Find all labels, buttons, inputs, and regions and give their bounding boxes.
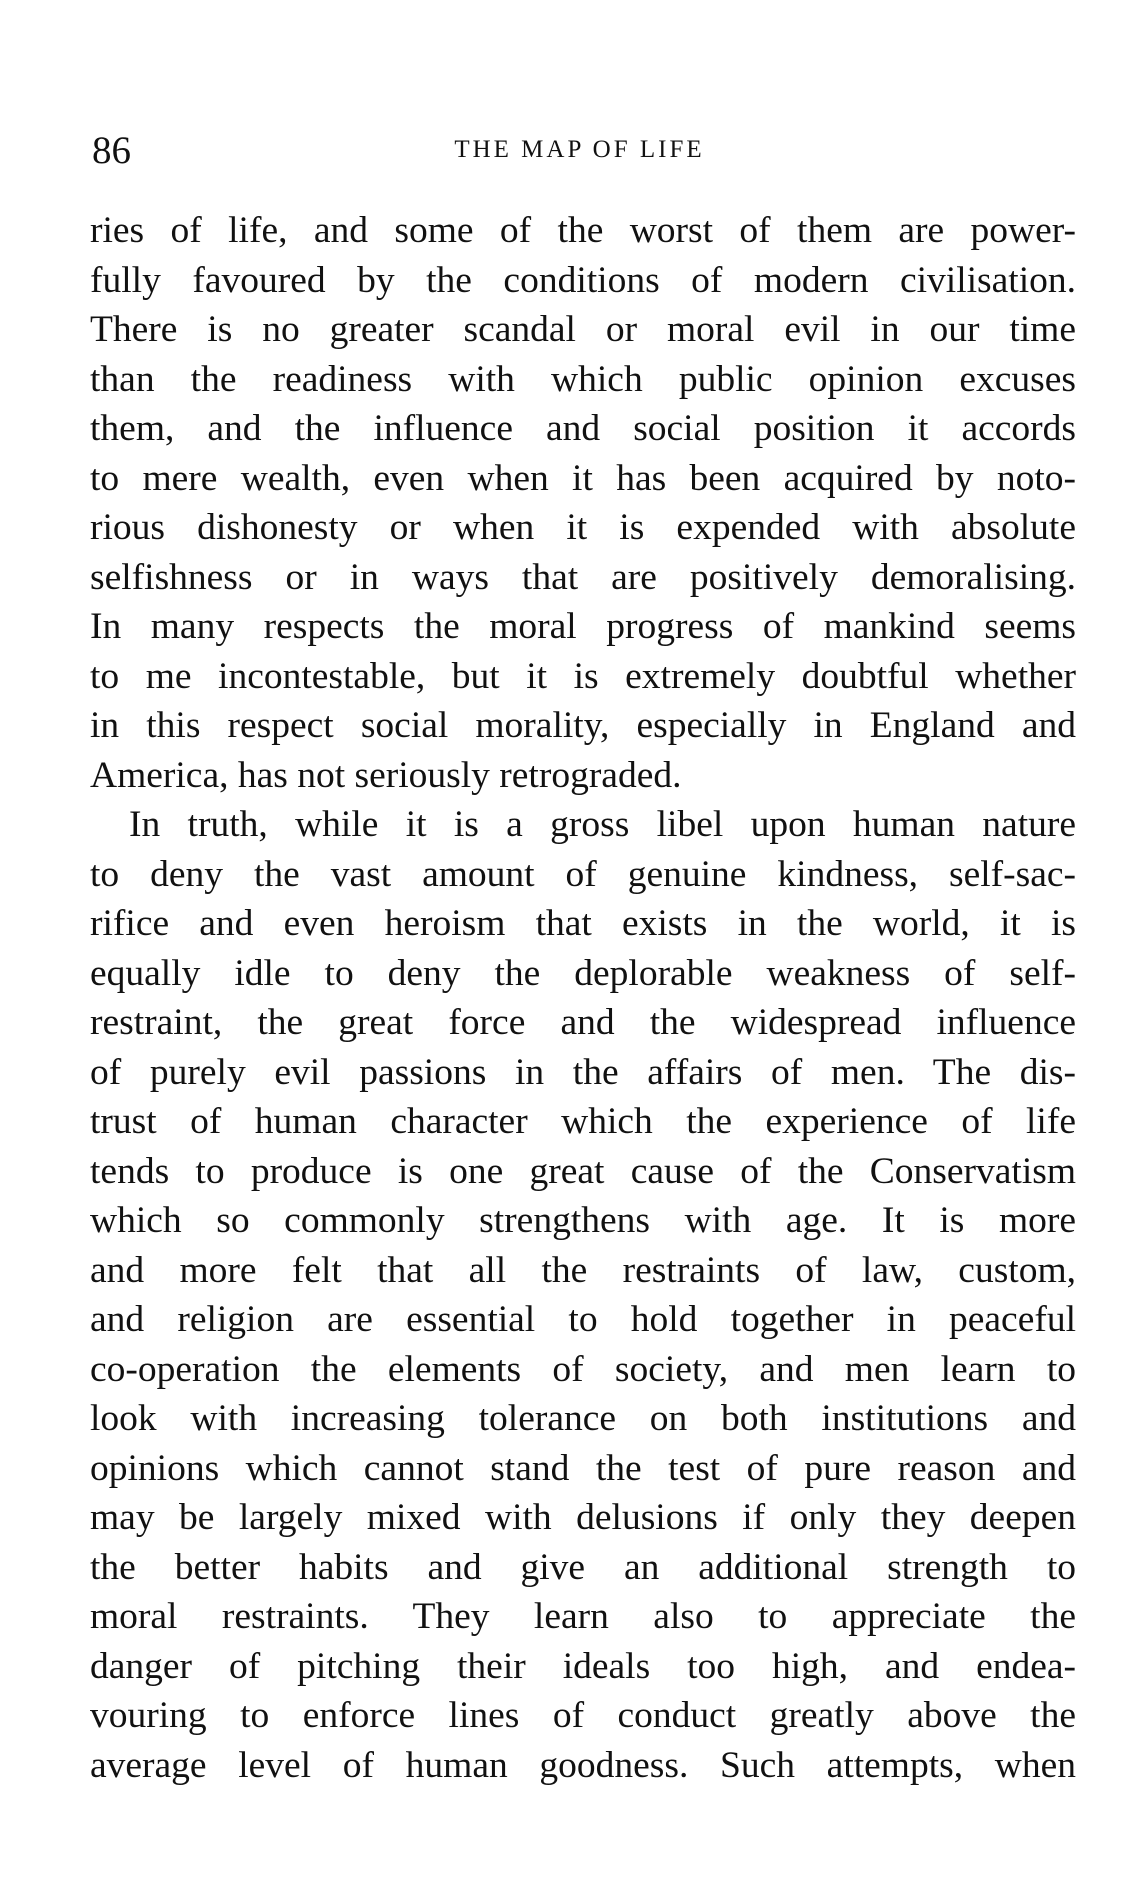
- text-line: In truth, while it is a gross libel upon human nature: [129, 804, 1076, 845]
- text-line: rious dishonesty or when it is expended with absolute: [90, 507, 1076, 548]
- paragraph-2: [90, 800, 1076, 1790]
- text-line: than the readiness with which public opinion excuses: [90, 358, 1076, 400]
- text-line: moral restraints. They learn also to appreciate the: [90, 1596, 1076, 1637]
- text-line: fully favoured by the conditions of modern civilisation.: [90, 259, 1076, 301]
- text-line: average level of human goodness. Such attempts, when: [90, 1744, 1076, 1786]
- text-line: vouring to enforce lines of conduct greatly above the: [90, 1695, 1076, 1736]
- text-line: look with increasing tolerance on both institutions and: [90, 1398, 1076, 1439]
- text-line: trust of human character which the experience of life: [90, 1101, 1076, 1142]
- text-line: restraint, the great force and the widespread influence: [90, 1002, 1076, 1043]
- text-line: rifice and even heroism that exists in the world, it is: [90, 903, 1076, 944]
- running-title: THE MAP OF LIFE: [454, 136, 705, 163]
- text-line: of purely evil passions in the affairs of men. The dis-: [90, 1051, 1076, 1093]
- text-line: ries of life, and some of the worst of them are power-: [90, 210, 1076, 251]
- text-line: and religion are essential to hold together in peaceful: [90, 1299, 1076, 1340]
- text-line: may be largely mixed with delusions if only they deepen: [90, 1497, 1076, 1538]
- text-line: them, and the influence and social position it accords: [90, 408, 1076, 449]
- text-line: danger of pitching their ideals too high, and endea-: [90, 1645, 1076, 1687]
- text-line: to me incontestable, but it is extremely doubtful whether: [90, 655, 1076, 697]
- text-line: selfishness or in ways that are positively demoralising.: [90, 556, 1076, 598]
- page-number: 86: [92, 129, 131, 172]
- text-line: There is no greater scandal or moral evil in our time: [90, 309, 1076, 350]
- text-line: opinions which cannot stand the test of pure reason and: [90, 1447, 1076, 1489]
- running-head: [92, 126, 1067, 176]
- body-text: [90, 206, 1076, 1790]
- text-line: to deny the vast amount of genuine kindness, self-sac-: [90, 853, 1076, 895]
- text-line: In many respects the moral progress of mankind seems: [90, 606, 1076, 647]
- text-line: co-operation the elements of society, and men learn to: [90, 1348, 1076, 1390]
- text-line: tends to produce is one great cause of the Conservatism: [90, 1150, 1076, 1192]
- text-line: the better habits and give an additional strength to: [90, 1546, 1076, 1588]
- paragraph-1: [90, 206, 1076, 800]
- text-line: and more felt that all the restraints of law, custom,: [90, 1249, 1076, 1291]
- text-line: in this respect social morality, especially in England and: [90, 705, 1076, 746]
- text-line: equally idle to deny the deplorable weakness of self-: [90, 952, 1076, 994]
- text-line: to mere wealth, even when it has been acquired by noto-: [90, 457, 1076, 499]
- text-line: America, has not seriously retrograded.: [90, 754, 682, 796]
- text-line: which so commonly strengthens with age. It is more: [90, 1200, 1076, 1241]
